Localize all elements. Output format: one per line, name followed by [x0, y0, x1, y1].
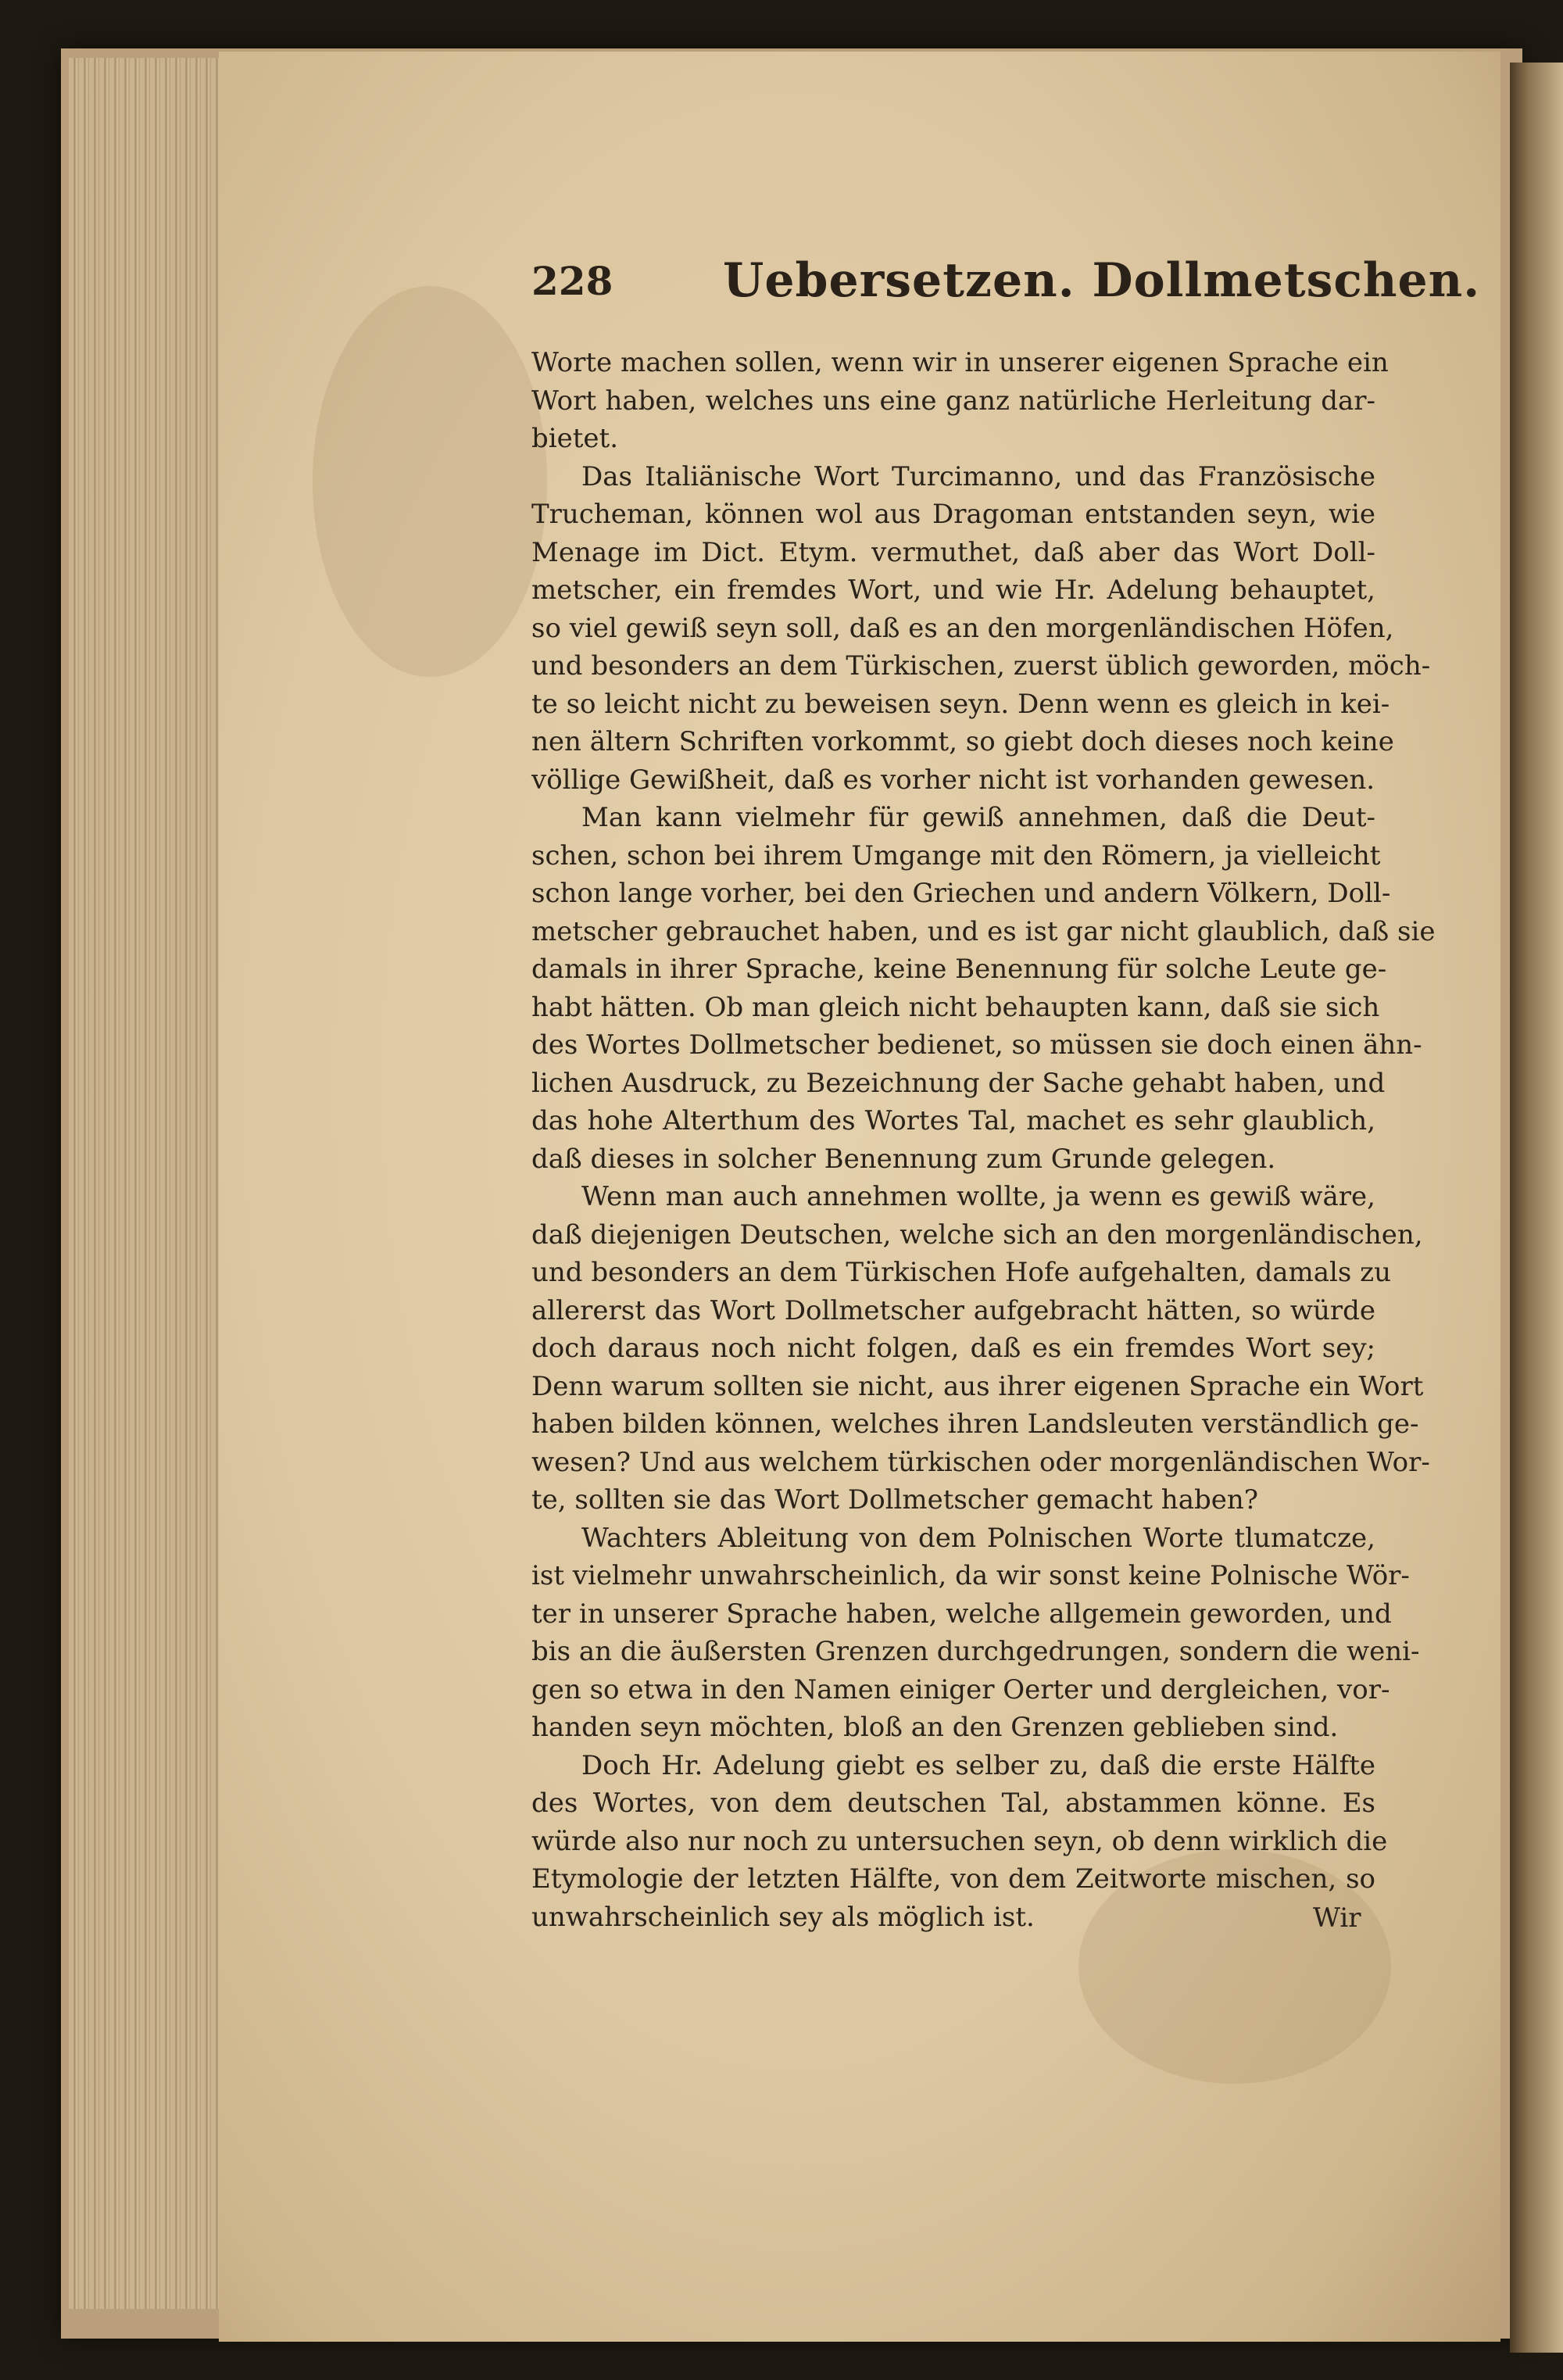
text-line: metscher gebrauchet haben, und es ist gar nicht glaublich, daß sie: [531, 915, 1436, 947]
text-line: und besonders an dem Türkischen Hofe aufgehalten, damals zu: [531, 1257, 1391, 1288]
text-line: des Wortes Dollmetscher bedienet, so müssen sie doch einen ähn-: [531, 1029, 1422, 1061]
text-line: Menage im Dict. Etym. vermuthet, daß aber das Wort Doll-: [531, 536, 1375, 568]
text-line: wesen? Und aus welchem türkischen oder morgenländischen Wor-: [531, 1446, 1430, 1478]
text-line: Doch Hr. Adelung giebt es selber zu, daß die erste Hälfte: [581, 1749, 1375, 1781]
text-line: daß diejenigen Deutschen, welche sich an den morgenländischen,: [531, 1219, 1423, 1251]
text-line: lichen Ausdruck, zu Bezeichnung der Sache gehabt haben, und: [531, 1067, 1386, 1099]
facing-page-edge: [1510, 63, 1563, 2353]
text-line: ist vielmehr unwahrscheinlich, da wir sonst keine Polnische Wör-: [531, 1560, 1410, 1591]
text-line: daß dieses in solcher Benennung zum Grunde gelegen.: [531, 1143, 1276, 1175]
text-line: Wort haben, welches uns eine ganz natürliche Herleitung dar-: [531, 385, 1375, 417]
text-line: ter in unserer Sprache haben, welche allgemein geworden, und: [531, 1598, 1392, 1630]
text-line: schon lange vorher, bei den Griechen und andern Völkern, Doll-: [531, 878, 1391, 909]
text-line: bis an die äußersten Grenzen durchgedrungen, sondern die weni-: [531, 1636, 1420, 1667]
text-line: nen ältern Schriften vorkommt, so giebt doch dieses noch keine: [531, 726, 1394, 757]
text-line: völlige Gewißheit, daß es vorher nicht ist vorhanden gewesen.: [531, 764, 1375, 796]
text-line: doch daraus noch nicht folgen, daß es ein fremdes Wort sey;: [531, 1333, 1375, 1364]
text-line: so viel gewiß seyn soll, daß es an den morgenländischen Höfen,: [531, 612, 1394, 644]
text-line: schen, schon bei ihrem Umgange mit den Römern, ja vielleicht: [531, 839, 1381, 871]
text-line: metscher, ein fremdes Wort, und wie Hr. Adelung behauptet,: [531, 574, 1375, 606]
text-line: Wenn man auch annehmen wollte, ja wenn es gewiß wäre,: [581, 1181, 1375, 1212]
text-line: Worte machen sollen, wenn wir in unserer eigenen Sprache ein: [531, 347, 1389, 378]
body-text: [531, 344, 1436, 1936]
text-line: und besonders an dem Türkischen, zuerst üblich geworden, möch-: [531, 650, 1431, 682]
paper-stain: [313, 286, 547, 677]
page-header: [531, 253, 1481, 313]
text-line: gen so etwa in den Namen einiger Oerter und dergleichen, vor-: [531, 1673, 1390, 1705]
text-line: te, sollten sie das Wort Dollmetscher gemacht haben?: [531, 1484, 1258, 1516]
text-line: damals in ihrer Sprache, keine Benennung für solche Leute ge-: [531, 954, 1387, 985]
text-line: allererst das Wort Dollmetscher aufgebracht hätten, so würde: [531, 1294, 1375, 1326]
text-line: habt hätten. Ob man gleich nicht behaupten kann, daß sie sich: [531, 991, 1380, 1023]
text-line: Man kann vielmehr für gewiß annehmen, daß die Deut-: [581, 802, 1375, 833]
text-line: Etymologie der letzten Hälfte, von dem Zeitworte mischen, so: [531, 1863, 1375, 1895]
text-line: te so leicht nicht zu beweisen seyn. Denn wenn es gleich in kei-: [531, 688, 1390, 720]
catchword: Wir: [1313, 1902, 1361, 1934]
text-line: Das Italiänische Wort Turcimanno, und das Französische: [581, 460, 1375, 492]
running-title: Uebersetzen. Dollmetschen.: [723, 253, 1481, 308]
text-line: handen seyn möchten, bloß an den Grenzen geblieben sind.: [531, 1712, 1339, 1743]
text-line: Wachters Ableitung von dem Polnischen Worte tlumatcze,: [581, 1522, 1375, 1554]
text-line: Denn warum sollten sie nicht, aus ihrer eigenen Sprache ein Wort: [531, 1370, 1424, 1402]
text-line: haben bilden können, welches ihren Landsleuten verständlich ge-: [531, 1408, 1419, 1440]
text-line: unwahrscheinlich sey als möglich ist.: [531, 1901, 1035, 1933]
text-line: würde also nur noch zu untersuchen seyn, ob denn wirklich die: [531, 1825, 1388, 1857]
page-number: 228: [531, 258, 613, 304]
text-line: Trucheman, können wol aus Dragoman entstanden seyn, wie: [531, 499, 1375, 530]
text-line: des Wortes, von dem deutschen Tal, abstammen könne. Es: [531, 1788, 1375, 1819]
text-line: das hohe Alterthum des Wortes Tal, machet es sehr glaublich,: [531, 1105, 1375, 1136]
text-line: bietet.: [531, 423, 619, 454]
